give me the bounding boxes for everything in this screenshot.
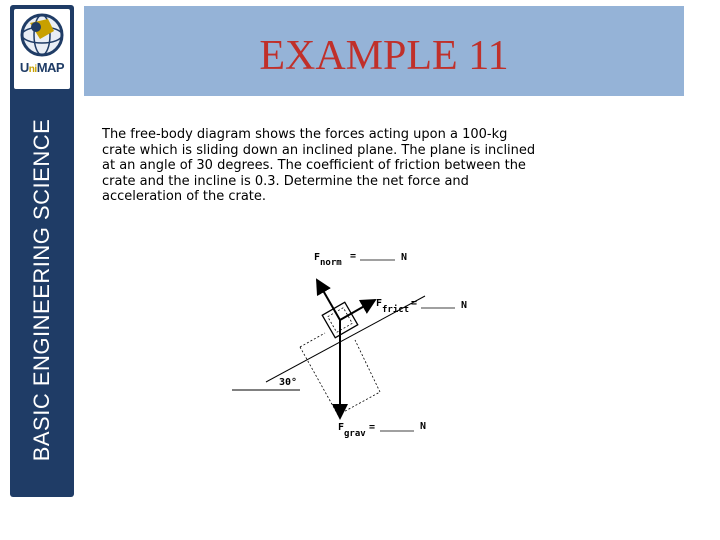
- normal-force-subscript: norm: [320, 258, 342, 268]
- guide-dotted-2: [300, 347, 338, 415]
- gravity-force-equals: =: [369, 422, 376, 433]
- normal-force-unit: N: [401, 252, 408, 263]
- guide-dotted-3: [338, 392, 380, 415]
- logo-wordmark: UniMAP: [19, 60, 65, 75]
- friction-force-subscript: frict: [382, 305, 410, 315]
- normal-force-symbol: F: [314, 252, 321, 263]
- gravity-force-subscript: grav: [344, 429, 366, 439]
- guide-dotted-4: [355, 340, 380, 392]
- friction-force-unit: N: [461, 300, 468, 311]
- friction-force-symbol: F: [376, 298, 383, 309]
- problem-statement: The free-body diagram shows the forces acting upon a 100-kg crate which is sliding down an inclined plane. The plane is inclined at an angle of 30 degrees. The coefficient of friction between the crate and the incline is 0.3. Determine the net force and acceleration of the crate.: [102, 127, 536, 204]
- friction-force-equals: =: [411, 298, 418, 309]
- gravity-force-symbol: F: [338, 422, 345, 433]
- course-title: BASIC ENGINEERING SCIENCE: [29, 118, 54, 462]
- gravity-force-unit: N: [420, 421, 427, 432]
- angle-label: 30°: [279, 377, 298, 388]
- guide-dotted-1: [300, 333, 325, 347]
- normal-force-equals: =: [350, 251, 357, 262]
- slide-title: EXAMPLE 11: [259, 33, 509, 79]
